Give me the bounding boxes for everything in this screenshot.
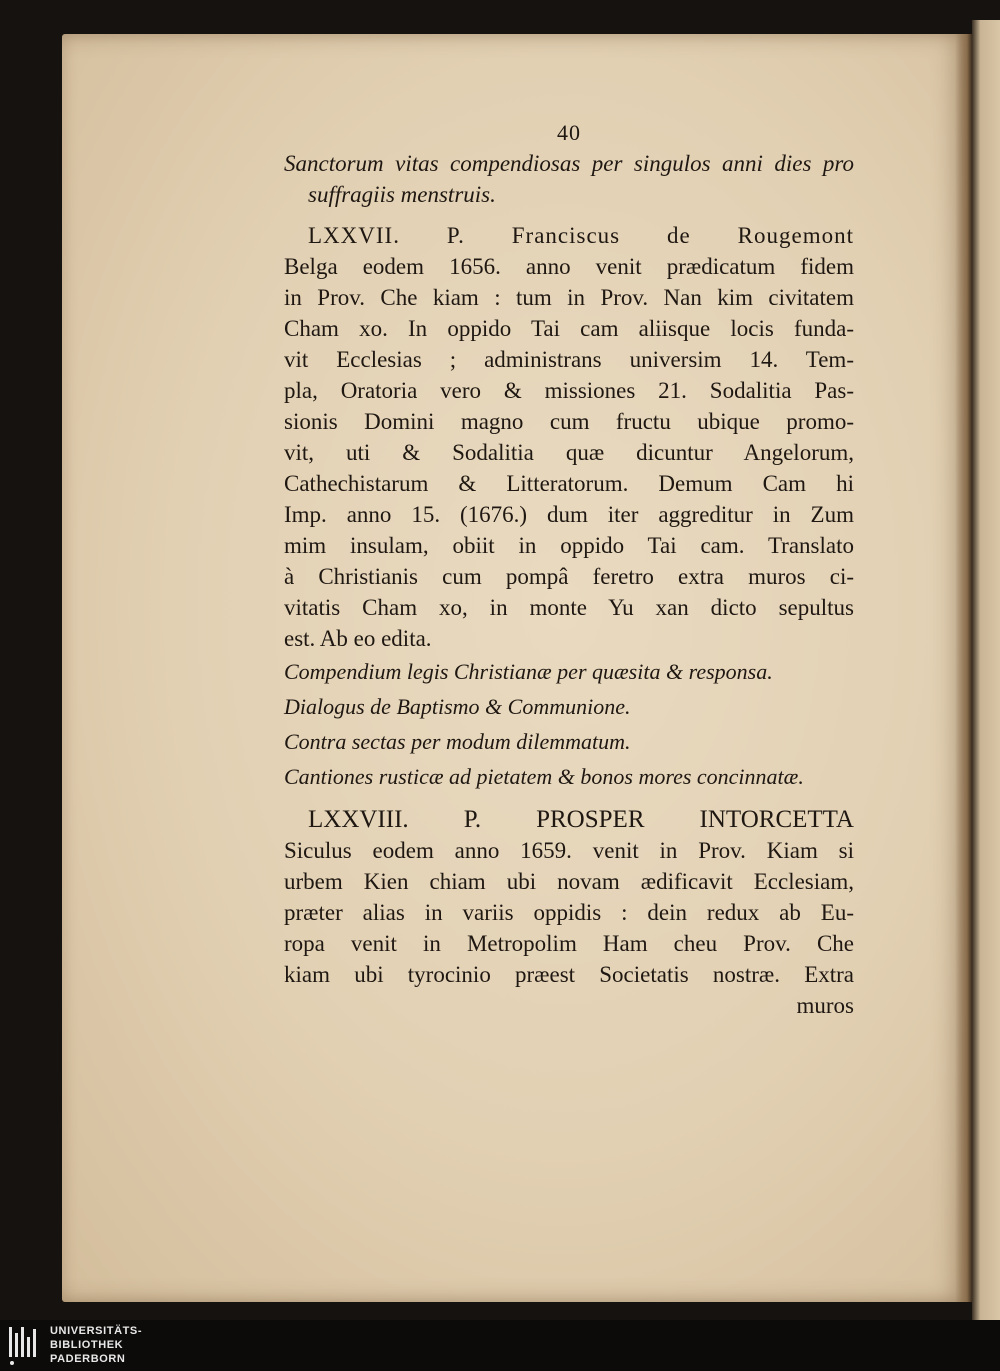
entry-heading: LXXVIII. P. PROSPER INTORCETTA bbox=[308, 806, 854, 833]
works-list bbox=[284, 654, 854, 794]
library-logo-text bbox=[50, 1324, 142, 1366]
work-title: Contra sectas per modum dilemmatum. bbox=[284, 729, 631, 754]
text-line: Cham xo. In oppido Tai cam aliisque locis funda- bbox=[284, 316, 854, 341]
paragraph-intro bbox=[284, 148, 854, 210]
logo-line: UNIVERSITÄTS- bbox=[50, 1325, 143, 1337]
text-line: sionis Domini magno cum fructu ubique promo- bbox=[284, 409, 854, 434]
page-text bbox=[284, 120, 854, 1021]
facing-page-edge bbox=[972, 20, 1000, 1320]
text-line: ropa venit in Metropolim Ham cheu Prov. Che bbox=[284, 931, 854, 956]
text-line: in Prov. Che kiam : tum in Prov. Nan kim civitatem bbox=[284, 285, 854, 310]
text-line: vit, uti & Sodalitia quæ dicuntur Angelorum, bbox=[284, 440, 854, 465]
page-number: 40 bbox=[557, 120, 581, 145]
entry-heading: LXXVII. P. Franciscus de Rougemont bbox=[308, 223, 854, 248]
work-title: Cantiones rusticæ ad pietatem & bonos mores concinnatæ. bbox=[284, 764, 804, 789]
text-line: Cathechistarum & Litteratorum. Demum Cam hi bbox=[284, 471, 854, 496]
text-line: Belga eodem 1656. anno venit prædicatum fidem bbox=[284, 254, 854, 279]
text-line: suffragiis menstruis. bbox=[308, 182, 496, 207]
text-line: vit Ecclesias ; administrans universim 14. Tem- bbox=[284, 347, 854, 372]
text-line: est. Ab eo edita. bbox=[284, 626, 432, 651]
text-line: Siculus eodem anno 1659. venit in Prov. Kiam si bbox=[284, 838, 854, 863]
text-line: Sanctorum vitas compendiosas per singulos anni dies pro bbox=[284, 151, 854, 176]
text-line: kiam ubi tyrocinio præest Societatis nostræ. Extra bbox=[284, 962, 854, 987]
library-logo-icon bbox=[8, 1325, 42, 1367]
entry-intorcetta bbox=[284, 804, 854, 1021]
work-title: Dialogus de Baptismo & Communione. bbox=[284, 694, 631, 719]
text-line: mim insulam, obiit in oppido Tai cam. Translato bbox=[284, 533, 854, 558]
catchword: muros bbox=[796, 993, 854, 1018]
text-line: Imp. anno 15. (1676.) dum iter aggreditur in Zum bbox=[284, 502, 854, 527]
logo-line: BIBLIOTHEK bbox=[50, 1339, 124, 1351]
text-line: à Christianis cum pompâ feretro extra muros ci- bbox=[284, 564, 854, 589]
text-line: præter alias in variis oppidis : dein redux ab Eu- bbox=[284, 900, 854, 925]
footer-bar bbox=[0, 1320, 1000, 1371]
text-line: urbem Kien chiam ubi novam ædificavit Ecclesiam, bbox=[284, 869, 854, 894]
logo-line: PADERBORN bbox=[50, 1353, 126, 1365]
entry-rougemont bbox=[284, 220, 854, 654]
text-line: pla, Oratoria vero & missiones 21. Sodalitia Pas- bbox=[284, 378, 854, 403]
work-title: Compendium legis Christianæ per quæsita & responsa. bbox=[284, 659, 773, 684]
page-gutter-shadow bbox=[955, 34, 972, 1302]
text-line: vitatis Cham xo, in monte Yu xan dicto sepultus bbox=[284, 595, 854, 620]
